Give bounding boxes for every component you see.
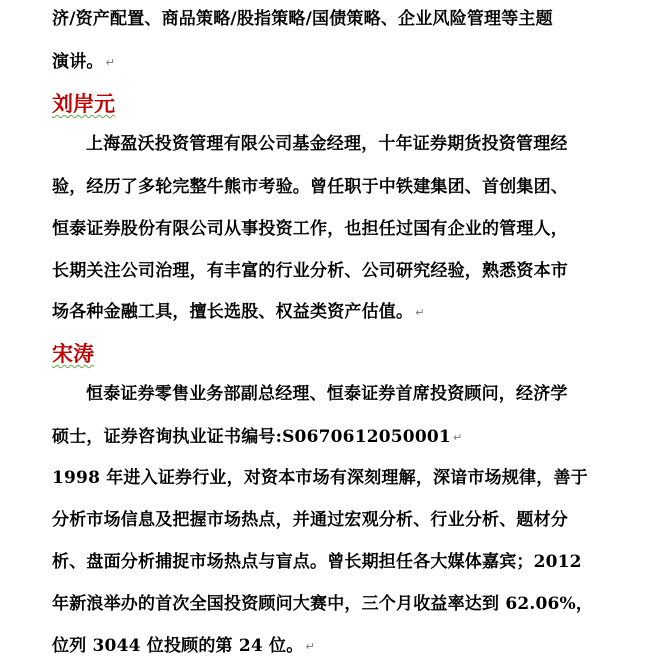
intro-line-2: 演讲。 ↵	[52, 52, 116, 72]
person-name-heading: 宋涛	[52, 342, 94, 366]
bio-line: 年新浪举办的首次全国投资顾问大赛中，三个月收益率达到 62.06%，	[52, 594, 594, 614]
bio-line: 1998 年进入证券行业，对资本市场有深刻理解，深谙市场规律，善于	[52, 468, 588, 488]
bio-line: 场各种金融工具，擅长选股、权益类资产估值。 ↵	[52, 302, 425, 322]
bio-line: 析、盘面分析捕捉市场热点与盲点。曾长期担任各大媒体嘉宾；2012	[52, 552, 582, 572]
paragraph-mark-icon: ↵	[452, 431, 463, 444]
paragraph-mark-icon: ↵	[415, 306, 425, 319]
bio-line: 恒泰证券股份有限公司从事投资工作，也担任过国有企业的管理人，	[52, 219, 568, 239]
bio-line: 验，经历了多轮完整牛熊市考验。曾任职于中铁建集团、首创集团、	[52, 177, 568, 197]
bio-line: 上海盈沃投资管理有限公司基金经理，十年证券期货投资管理经	[86, 134, 568, 154]
person-name-heading: 刘岸元	[52, 92, 115, 116]
bio-line: 位列 3044 位投顾的第 24 位。 ↵	[52, 636, 315, 656]
bio-line: 长期关注公司治理，有丰富的行业分析、公司研究经验，熟悉资本市	[52, 261, 568, 281]
paragraph-mark-icon: ↵	[105, 56, 116, 69]
bio-line: 硕士，证券咨询执业证书编号:S0670612050001 ↵	[52, 427, 463, 447]
paragraph-mark-icon: ↵	[305, 640, 315, 653]
bio-line: 恒泰证券零售业务部副总经理、恒泰证券首席投资顾问，经济学	[86, 384, 568, 404]
bio-line: 分析市场信息及把握市场热点，并通过宏观分析、行业分析、题材分	[52, 510, 568, 530]
intro-line-1: 济/资产配置、商品策略/股指策略/国债策略、企业风险管理等主题	[52, 9, 553, 29]
